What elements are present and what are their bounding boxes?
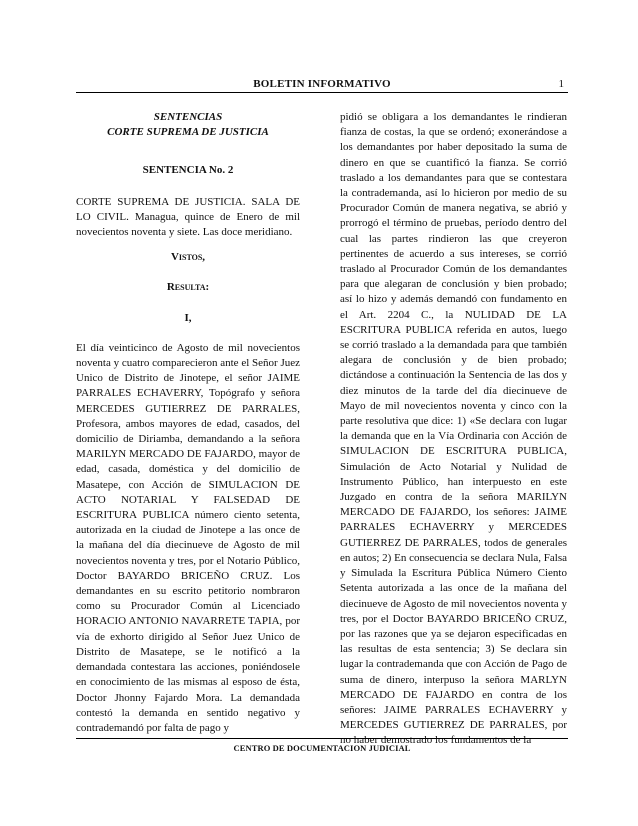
spacer <box>76 140 300 163</box>
court-heading: CORTE SUPREMA DE JUSTICIA <box>107 126 269 139</box>
left-column <box>76 110 300 736</box>
resulta-heading: Resulta: <box>166 281 210 294</box>
body-paragraph-left: El día veinticinco de Agosto de mil novecientos noventa y cuatro comparecieron ante el Señor Juez Unico de Distrito de Jinotepe, el señor JAIME PARRALES ECHAVERRY, Topógrafo y señora MERCEDES GUTIERREZ DE PARRALES, Profesora, ambos mayores de edad, casados, del domicilio de Diriamba, demandando a la señora MARILYN MERCADO DE FAJARDO, mayor de edad, casada, doméstica y del domicilio de Masatepe, con Acción de SIMULACION DE ACTO NOTARIAL Y FALSEDAD DE ESCRITURA PUBLICA número ciento setenta, autorizada en la ciudad de Jinotepe a las once de la mañana del día diecinueve de Agosto de mil novecientos noventa y tres, por el Notario Público, Doctor BAYARDO BRICEÑO CRUZ. Los demandantes en su escrito petitorio nombraron como su Procurador Común al Licenciado HORACIO ANTONIO NAVARRETE TAPIA, por vía de exhorto dirigido al Señor Juez Unico de Distrito de Masatepe, se le notificó a la demandada contestara las acciones, poniéndosele en conocimiento de las mismas al esposo de ésta, Doctor Jhonny Fajardo Mora. La demandada contestó la demanda en sentido negativo y contrademandó por falta de pago y <box>76 341 300 734</box>
spacer <box>76 265 300 280</box>
page-footer <box>76 738 568 753</box>
right-column <box>340 110 567 749</box>
footer-text: CENTRO DE DOCUMENTACION JUDICIAL <box>233 743 411 753</box>
vistos-heading: Vistos, <box>170 251 206 264</box>
bulletin-title: BOLETIN INFORMATIVO <box>253 78 391 90</box>
spacer <box>76 296 300 311</box>
numeral-heading: I, <box>184 311 192 324</box>
spacer <box>76 326 300 341</box>
page-header <box>76 78 568 93</box>
sentence-number: SENTENCIA No. 2 <box>142 164 234 177</box>
spacer <box>76 179 300 195</box>
page-number: 1 <box>558 78 564 90</box>
section-heading: SENTENCIAS <box>153 111 223 123</box>
intro-paragraph: CORTE SUPREMA DE JUSTICIA. SALA DE LO CIVIL. Managua, quince de Enero de mil novecientos noventa y siete. Las doce meridiano. <box>76 195 300 239</box>
body-paragraph-right: pidió se obligara a los demandantes le rindieran fianza de costas, la que se ordenó; exonerándose a los demandantes por haber depositado la suma de dinero en que se cuantificó la fianza. Se corrió traslado a los demandantes para que se contestara la contrademanda, así lo hicieron por medio de su Procurador Común de manera negativa, se abrió y prorrogó el término de pruebas, período dentro del cual las partes rindieron las que creyeron pertinentes de acuerdo a sus intereses, se corrió traslado al Procurador Común de los demandantes para que alegaran de conclusión y bien probado; así lo hizo y además demandó con fundamento en el Art. 2204 C., la NULIDAD DE LA ESCRITURA PUBLICA referida en autos, luego se corrió traslado a la demandada para que también alegara de conclusión y de bien probado; dictándose a continuación la Sentencia de las dos y diez minutos de la tarde del día diecinueve de Mayo de mil novecientos noventa y cinco con la parte resolutiva que dice: 1) «Se declara con lugar la demanda que en la Vía Ordinaria con Acción de SIMULACION DE ESCRITURA PUBLICA, Simulación de Acto Notarial y Nulidad de Instrumento Público, han interpuesto en este Juzgado en contra de la señora MARILYN MERCADO DE FAJARDO, los señores: JAIME PARRALES ECHAVERRY y MERCEDES GUTIERREZ DE PARRALES, todos de generales en autos; 2) En consecuencia se declara Nula, Falsa y Simulada la Escritura Pública Número Ciento Setenta autorizada a las once de la mañana del diecinueve de Agosto de mil novecientos noventa y tres, por el Doctor BAYARDO BRICEÑO CRUZ, por las razones que ya se dejaron especificadas en las resultas de esta sentencia; 3) Se declara sin lugar la contrademanda que con Acción de Pago de suma de dinero, interpuso la señora MARLYN MERCADO DE FAJARDO en contra de los señores: JAIME PARRALES ECHAVERRY y MERCEDES GUTIERREZ DE PARRALES, por no haber demostrado los fundamentos de la <box>340 111 567 747</box>
spacer <box>76 240 300 250</box>
